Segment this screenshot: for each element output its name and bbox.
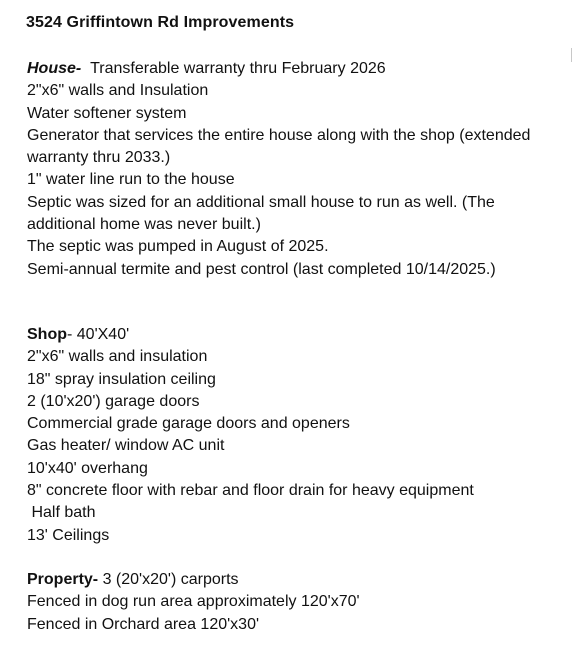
house-line: warranty thru 2033.) bbox=[27, 149, 171, 167]
shop-heading: Shop bbox=[27, 326, 67, 343]
house-line: Water softener system bbox=[27, 104, 187, 122]
property-section bbox=[27, 569, 360, 636]
property-first-line: 3 (20'x20') carports bbox=[102, 571, 239, 588]
shop-heading-line bbox=[27, 324, 474, 346]
house-line: The septic was pumped in August of 2025. bbox=[27, 238, 329, 256]
shop-line: 2 (10'x20') garage doors bbox=[27, 392, 200, 410]
shop-line: Half bath bbox=[27, 504, 96, 522]
shop-first-line: - 40'X40' bbox=[67, 326, 130, 343]
shop-line: 18" spray insulation ceiling bbox=[27, 370, 216, 388]
shop-line: 8" concrete floor with rebar and floor drain for heavy equipment bbox=[27, 482, 474, 500]
property-line: Fenced in dog run area approximately 120'x70' bbox=[27, 593, 360, 611]
house-heading: House- bbox=[27, 60, 82, 77]
house-heading-line bbox=[27, 58, 530, 80]
house-line: Generator that services the entire house along with the shop (extended bbox=[27, 126, 531, 144]
shop-line: 10'x40' overhang bbox=[27, 459, 148, 477]
property-heading-line bbox=[27, 569, 360, 591]
document-title: 3524 Griffintown Rd Improvements bbox=[26, 14, 295, 31]
house-line: 2"x6" walls and Insulation bbox=[27, 82, 209, 100]
property-heading: Property- bbox=[27, 571, 99, 588]
scan-edge-mark bbox=[571, 48, 576, 62]
shop-line: 2"x6" walls and insulation bbox=[27, 348, 208, 366]
house-line: additional home was never built.) bbox=[27, 216, 261, 234]
house-line: Septic was sized for an additional small house to run as well. (The bbox=[27, 193, 495, 211]
property-line: Fenced in Orchard area 120'x30' bbox=[27, 615, 260, 633]
shop-line: 13' Ceilings bbox=[27, 526, 110, 544]
house-first-line: Transferable warranty thru February 2026 bbox=[90, 60, 386, 77]
shop-line: Commercial grade garage doors and openers bbox=[27, 415, 350, 433]
house-section bbox=[27, 58, 530, 281]
house-line: 1" water line run to the house bbox=[27, 171, 235, 189]
house-line: Semi-annual termite and pest control (last completed 10/14/2025.) bbox=[27, 260, 496, 278]
shop-line: Gas heater/ window AC unit bbox=[27, 437, 225, 455]
shop-section bbox=[27, 324, 474, 547]
